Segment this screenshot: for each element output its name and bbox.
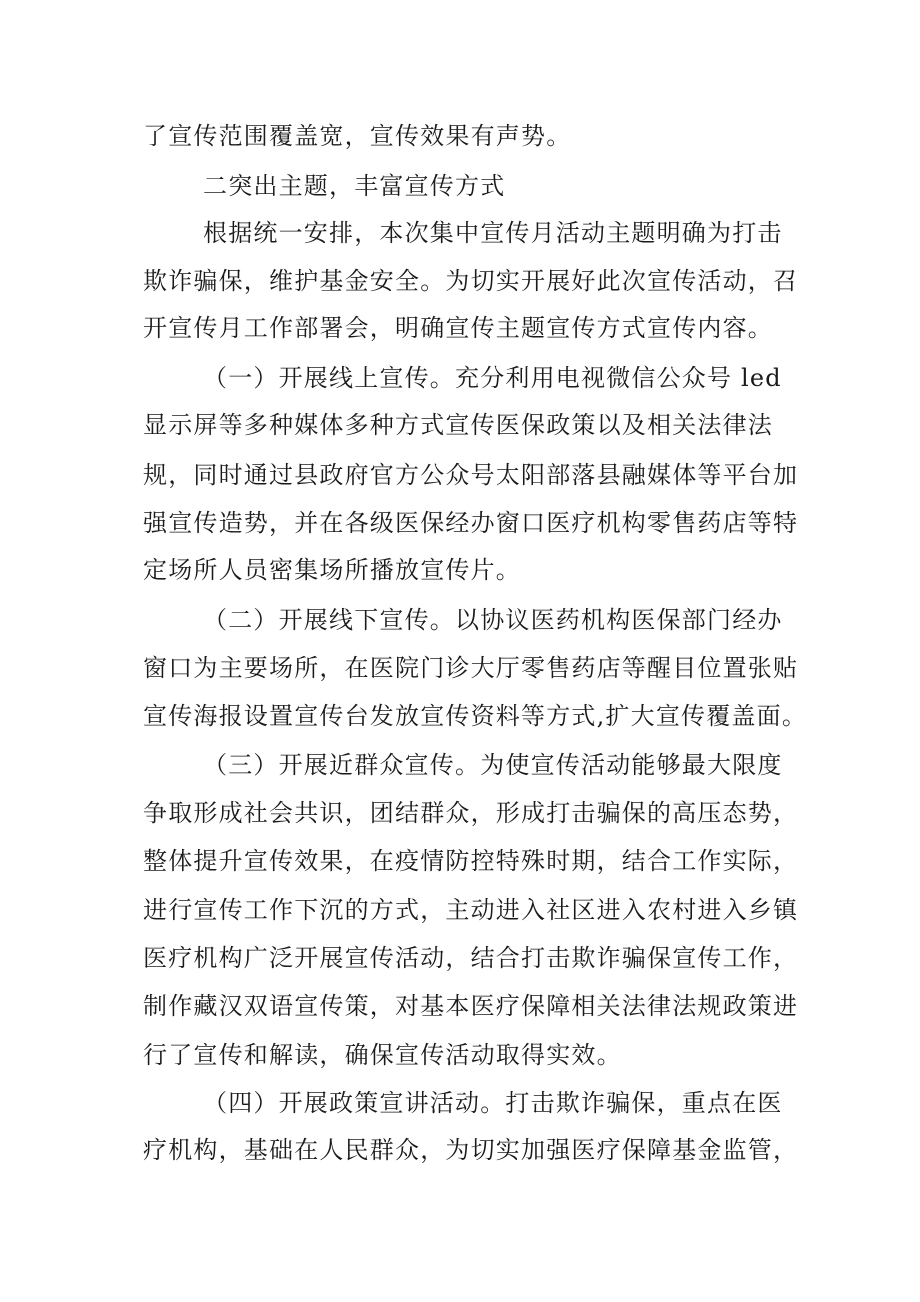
text-line: 了宣传范围覆盖宽，宣传效果有声势。	[143, 122, 572, 150]
text-line: 根据统一安排，本次集中宣传月活动主题明确为打击	[203, 219, 783, 247]
text-line: 行了宣传和解读，确保宣传活动取得实效。	[143, 1041, 622, 1069]
text-line: 显示屏等多种媒体多种方式宣传医保政策以及相关法律法	[143, 411, 773, 439]
text-line: 开宣传月工作部署会，明确宣传主题宣传方式宣传内容。	[143, 314, 773, 342]
text-line: 强宣传造势，并在各级医保经办窗口医疗机构零售药店等特	[143, 509, 799, 537]
text-line: 进行宣传工作下沉的方式，主动进入社区进入农村进入乡镇	[143, 896, 799, 924]
section-heading: 二突出主题，丰富宣传方式	[203, 172, 506, 200]
text-line: 欺诈骗保，维护基金安全。为切实开展好此次宣传活动，召	[143, 267, 799, 295]
text-line: 医疗机构广泛开展宣传活动，结合打击欺诈骗保宣传工作，	[143, 944, 799, 972]
text-line: 定场所人员密集场所播放宣传片。	[143, 556, 521, 584]
text-line: 疗机构，基础在人民群众，为切实加强医疗保障基金监管，	[143, 1136, 799, 1164]
text-line: 规，同时通过县政府官方公众号太阳部落县融媒体等平台加	[143, 461, 799, 489]
text-line: （一）开展线上宣传。充分利用电视微信公众号 led	[203, 364, 782, 392]
text-line: 争取形成社会共识，团结群众，形成打击骗保的高压态势，	[143, 799, 799, 827]
text-line: （四）开展政策宣讲活动。打击欺诈骗保，重点在医	[203, 1089, 783, 1117]
text-line: （三）开展近群众宣传。为使宣传活动能够最大限度	[203, 751, 783, 779]
text-line: （二）开展线下宣传。以协议医药机构医保部门经办	[203, 606, 783, 634]
text-line: 整体提升宣传效果，在疫情防控特殊时期，结合工作实际，	[143, 847, 799, 875]
text-line: 制作藏汉双语宣传策，对基本医疗保障相关法律法规政策进	[143, 992, 799, 1020]
text-line: 窗口为主要场所，在医院门诊大厅零售药店等醒目位置张贴	[143, 654, 799, 682]
text-line: 宣传海报设置宣传台发放宣传资料等方式,扩大宣传覆盖面。	[143, 702, 808, 730]
